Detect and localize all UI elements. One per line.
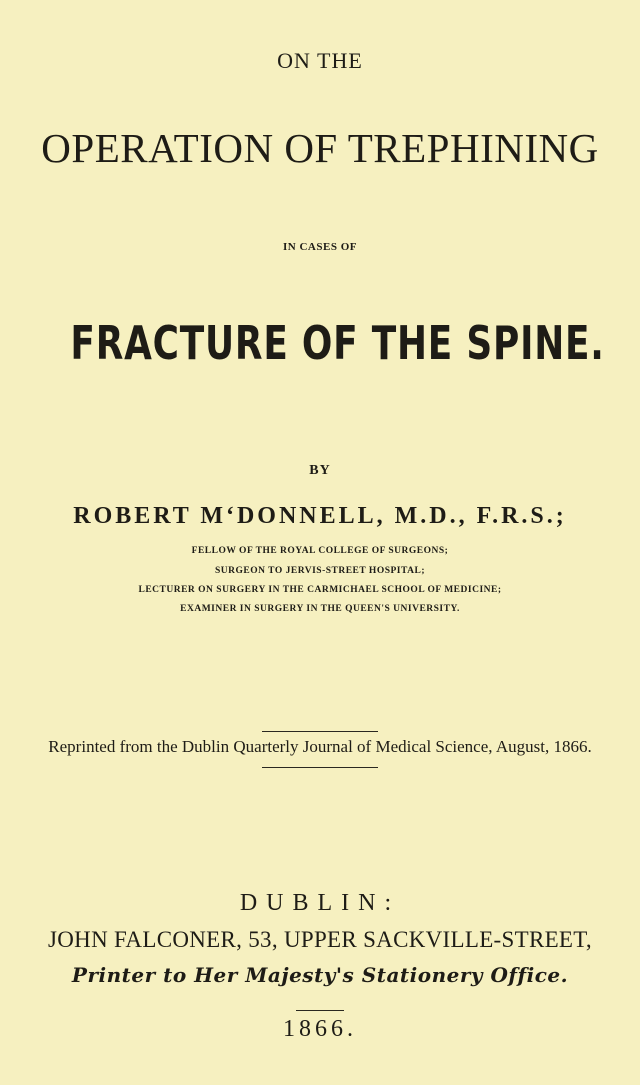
publisher-line: JOHN FALCONER, 53, UPPER SACKVILLE-STREET, [48,927,592,952]
divider-rule [262,731,378,732]
subject-title: FRACTURE OF THE SPINE. [70,316,605,370]
divider-rule [262,767,378,768]
credential-line: SURGEON TO JERVIS-STREET HOSPITAL; [215,566,425,576]
publication-year: 1866. [283,1016,357,1042]
by-line: BY [309,463,331,478]
printer-note: Printer to Her Majesty's Stationery Office. [71,963,569,987]
title-prefix: ON THE [277,48,363,73]
credential-line: FELLOW OF THE ROYAL COLLEGE OF SURGEONS; [191,546,449,556]
credential-line: EXAMINER IN SURGERY IN THE QUEEN'S UNIVERSITY. [180,604,460,614]
title-connector: IN CASES OF [283,241,357,253]
reprint-note: Reprinted from the Dublin Quarterly Journal of Medical Science, August, 1866. [48,737,592,756]
credential-line: LECTURER ON SURGERY IN THE CARMICHAEL SCHOOL OF MEDICINE; [138,585,502,595]
divider-rule [296,1010,344,1011]
main-title: OPERATION OF TREPHINING [41,125,599,171]
imprint-city: DUBLIN: [239,890,401,916]
author-name: ROBERT M‘DONNELL, M.D., F.R.S.; [73,503,567,529]
